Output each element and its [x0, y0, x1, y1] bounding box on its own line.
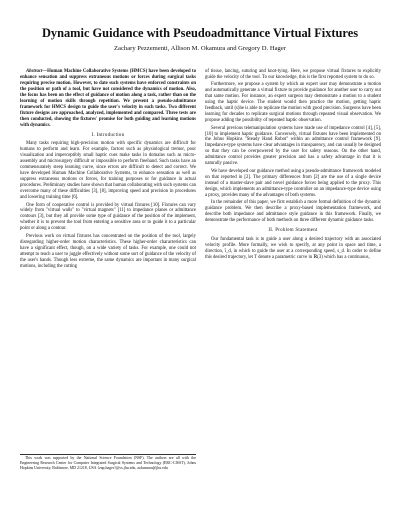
paragraph: Many tasks requiring high-precision motion with specific dynamics are difficult for humans to perform and learn. For example, factors such as physiological tremor, poor visualization and imperceptibly small haptic cues make tasks in domains such as micro-assembly and microsurgery difficult or impossible to perform freehand. Such tasks have an commensurately steep learning curve, since errors are difficult to detect and correct. We have developed Human Machine Collaborative Systems, to enhance sensation as well as suppress extraneous motions or forces, for training purposes or for guidance in actual procedures. Preliminary studies have shown that human collaborating with such systems can overcome many of these difficulties [3], [8], improving speed and precision in procedures and lowering training time [6]. — [20, 141, 196, 201]
paragraph: Our fundamental task is to guide a user along a desired trajectory with an associated velocity profile. More formally, we wish to specify, at any point in space and time, a direction, î_d, in which to guide the user at a corresponding speed, s_d. In order to define this desired trajectory, let T denote a parametric curve in ℝ(3) which has a continuous, — [205, 236, 381, 260]
abstract-text: —Human Machine Collaborative Systems (HMCS) have been developed to enhance sensation and suppress extraneous motions or forces during surgical tasks requiring precise motion. However, to date such systems have enforced constraints on the position or path of a tool, but have not considered the dynamics of motion. Also, the focus has been on the effect of guidance of motion along a task, rather than on the learning of motion skills through repetition. We present a pseudo-admittance framework for HMCS design to guide the user's velocity in such tasks. Two different fixture designs are approached, analyzed, implemented and compared. Three tests are then conducted, showing the fixtures' promise for both guiding and learning motions with dynamics. — [20, 69, 196, 128]
abstract — [20, 69, 196, 129]
paper-title: Dynamic Guidance with Pseudoadmittance Virtual Fixtures — [41, 26, 359, 40]
paragraph: Furthermore, we propose a system by which an expert user may demonstrate a motion and automatically generate a virtual fixture to provide guidance for another user to carry out that same motion. For instance, an expert surgeon may demonstrate a motion to a student using the haptic device. The student would then practice the motion, getting haptic feedback, until (s)he is able to replicate the motion with good precision. Surgeons have been learning for decades to replicate surgical motions through repeated visual observation. We propose adding the possibility of repeated haptic observation. — [205, 82, 381, 124]
paragraph: One form of cooperative control is provided by virtual fixtures [10]. Fixtures can vary widely from "virtual walls" to "virtual magnets" [11] to impedance planes or admittance contours [3], but they all provide some type of guidance of the position of the implement, whether it is to prevent the tool from entering a sensitive area or to guide it to a particular point or along a contour. — [20, 202, 196, 232]
abstract-label: Abstract — [26, 69, 43, 74]
paragraph: In the remainder of this paper, we first establish a more formal definition of the dynamic guidance problem. We then describe a proxy-based implementation framework, and describe both impedance and admittance style guidance in this framework. Finally, we demonstrate the performance of both methods on three different dynamic guidance tasks. — [205, 200, 381, 223]
paragraph: of tissue, lancing, suturing and knot-tying. Here, we propose virtual fixtures to explicitly guide the velocity of the tool. To our knowledge, this is the first reported system to do so. — [205, 69, 381, 80]
section-heading-introduction: I. Introduction — [91, 132, 125, 138]
paragraph: Several previous telemanipulation systems have made use of impedance control [4], [5], [10] to implement haptic guidance. Conversely, virtual fixtures have been implemented on the Johns Hopkins "Steady Hand Robot" within an admittance control framework [9]. Impedance-type systems have clear advantages in transparency, and can usually be designed so that they can be overpowered by the user for safety reasons. On the other hand, admittance control provides greater precision and has a safety advantage in that it is naturally passive. — [205, 125, 381, 167]
paragraph: Previous work on virtual fixtures has concentrated on the position of the tool, largely disregarding higher-order motion characteristics. These higher-order characteristics can have a significant effect, though, on a wide variety of tasks. For example, one could not attempt to teach a user to juggle effectively without some sort of guidance of the velocity of the user's hands. Though less extreme, the same dynamics are important in many surgical motions, including the cutting — [20, 233, 196, 269]
paper-authors: Zachary Pezzementi, Allison M. Okamura and Gregory D. Hager — [114, 45, 286, 52]
right-column — [205, 69, 381, 262]
footnote-divider — [20, 454, 196, 455]
left-column — [20, 69, 196, 271]
section-heading-problem-statement: II. Problem Statement — [268, 227, 318, 233]
footnote: This work was supported by the National Science Foundation (NSF). The authors are all with the Engineering Research Center for Computer Integrated Surgical Systems and Technology (ERC-CISST), Johns Hopkins University, Baltimore, MD 21218, USA {zap,hager}@cs.jhu.edu, aokamura@jhu.edu — [20, 456, 196, 470]
paragraph: We have developed our guidance method using a pseudo-admittance framework modeled on that reported in [2]. The primary differences from [2] are the use of a single device instead of a master-slave pair and novel guidance forces being applied to the proxy. This design, which implements an admittance-type controller on an impedance-type device using a proxy, provides many of the advantages of both systems. — [205, 168, 381, 198]
